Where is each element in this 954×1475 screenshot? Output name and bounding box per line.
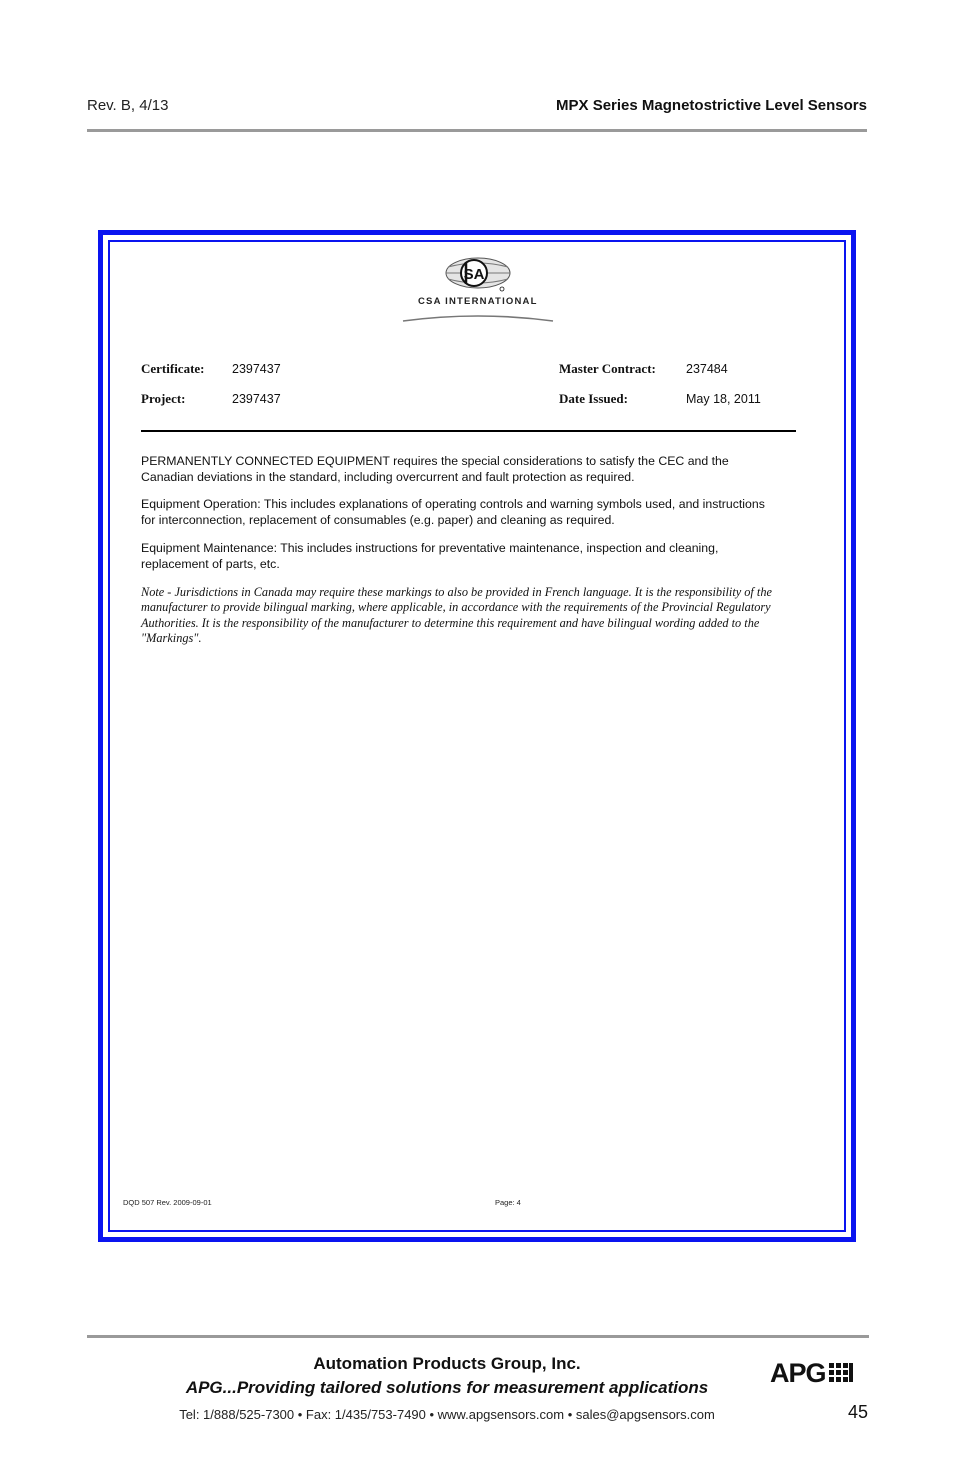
document-title: MPX Series Magnetostrictive Level Sensors	[556, 97, 867, 114]
master-contract-label: Master Contract:	[559, 361, 656, 376]
company-name: Automation Products Group, Inc.	[313, 1354, 581, 1373]
project-label: Project:	[141, 391, 186, 406]
contact-info: Tel: 1/888/525-7300 • Fax: 1/435/753-7490 • www.apgsensors.com • sales@apgsensors.com	[179, 1407, 715, 1422]
page-number: 45	[847, 1402, 868, 1422]
certificate-number: 2397437	[232, 362, 281, 376]
note-french-language: Note - Jurisdictions in Canada may require these markings to also be provided in French language. It is the responsibility of the manufacturer to provide bilingual marking, where applicable, in accordance with the requirements of the Provincial Regulatory Authorities. It is the responsibility of the manufacturer to determine this requirement and have bilingual wording added to the "Markings".	[141, 585, 772, 645]
csa-logo-icon	[398, 255, 558, 327]
paragraph-equipment-operation: Equipment Operation: This includes explanations of operating controls and warning symbols used, and instructions for interconnection, replacement of consumables (e.g. paper) and cleaning as required.	[141, 497, 765, 527]
header-divider	[87, 129, 867, 132]
date-issued-value: May 18, 2011	[686, 392, 761, 406]
certificate-inner-border	[108, 240, 846, 1232]
form-code: DQD 507 Rev. 2009-09-01	[123, 1198, 212, 1207]
date-issued-label: Date Issued:	[559, 391, 628, 406]
svg-text:SA: SA	[463, 266, 485, 283]
company-tagline: APG...Providing tailored solutions for measurement applications	[185, 1378, 709, 1397]
certificate-label: Certificate:	[141, 361, 205, 376]
paragraph-equipment-maintenance: Equipment Maintenance: This includes instructions for preventative maintenance, inspection and cleaning, replacement of parts, etc.	[141, 541, 719, 571]
project-number: 2397437	[232, 392, 281, 406]
footer-divider	[87, 1335, 869, 1338]
csa-brand-text: CSA INTERNATIONAL	[418, 296, 538, 307]
apg-logo-text: APG	[770, 1358, 826, 1388]
certificate-page: Page: 4	[495, 1198, 521, 1207]
paragraph-permanently-connected: PERMANENTLY CONNECTED EQUIPMENT requires the special considerations to satisfy the CEC and the Canadian deviations in the standard, including overcurrent and fault protection as required.	[141, 454, 729, 484]
revision-label: Rev. B, 4/13	[87, 97, 169, 114]
certificate-divider	[141, 430, 796, 432]
apg-logo	[770, 1358, 854, 1389]
master-contract-number: 237484	[686, 362, 728, 376]
apg-grid-icon	[828, 1361, 854, 1387]
